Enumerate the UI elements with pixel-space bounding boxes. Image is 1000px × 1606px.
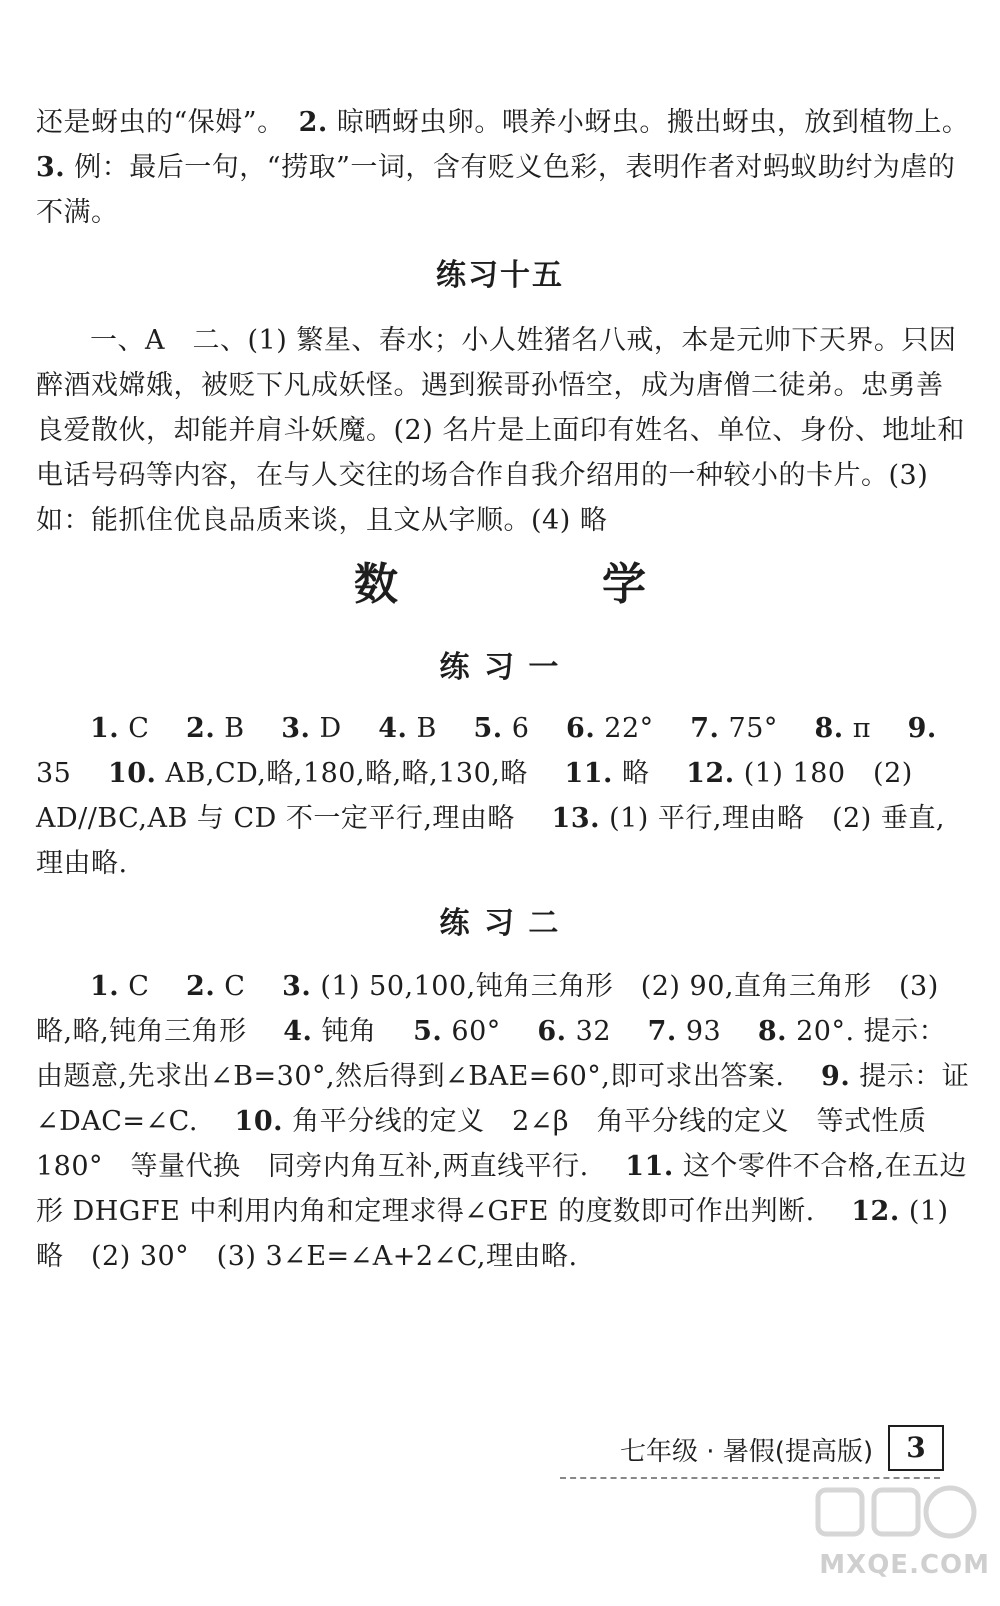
answer-text: (1) 平行,理由略 (2) 垂直,理由略. — [36, 803, 945, 879]
question-number: 11. — [564, 758, 613, 789]
answer-text: 略 — [612, 758, 650, 789]
subject-title-math: 数 学 — [354, 559, 726, 610]
answer-text: (1) 180 (2) AD//BC,AB 与 CD 不一定平行,理由略 — [36, 758, 913, 834]
answer-text: 钝角 — [312, 1016, 377, 1047]
answer-item — [473, 713, 529, 744]
answer-text: AB,CD,略,180,略,略,130,略 — [156, 758, 528, 789]
watermark-text: MXQE.COM — [819, 1550, 990, 1580]
answer-item — [566, 713, 654, 744]
answer-text: 35 — [36, 758, 72, 789]
question-number: 12. — [686, 758, 735, 789]
answer-item — [815, 713, 872, 744]
answer-text: 角平分线的定义 2∠β 角平分线的定义 等式性质 180° 等量代换 同旁内角互补,两直线平行. — [36, 1106, 955, 1182]
question-number: 11. — [625, 1151, 674, 1182]
answer-text: 晾晒蚜虫卵。喂养小蚜虫。搬出蚜虫，放到植物上。 — [336, 107, 956, 138]
question-number: 12. — [851, 1196, 900, 1227]
answer-item — [281, 713, 341, 744]
question-number: 9. — [821, 1061, 851, 1092]
answer-text: B — [407, 713, 437, 744]
answer-item — [648, 1016, 722, 1047]
answer-text: 例：最后一句，“捞取”一词，含有贬义色彩，表明作者对蚂蚁助纣为虐的不满。 — [36, 152, 956, 228]
question-number: 6. — [537, 1016, 567, 1047]
answer-text: 提示：证∠DAC=∠C. — [36, 1061, 970, 1137]
question-number: 3. — [36, 152, 66, 183]
section-title-exercise-1: 练 习 一 — [439, 650, 561, 685]
question-number: 5. — [473, 713, 503, 744]
answer-text: C — [215, 971, 246, 1002]
question-number: 13. — [551, 803, 601, 834]
answer-item — [90, 713, 149, 744]
answer-text: D — [310, 713, 342, 744]
question-number: 4. — [283, 1016, 313, 1047]
answer-text: 这个零件不合格,在五边形 DHGFE 中利用内角和定理求得∠GFE 的度数即可作出判断. — [36, 1151, 967, 1227]
answer-text: C — [119, 713, 150, 744]
answer-text: 75° — [719, 713, 778, 744]
answer-text: 22° — [595, 713, 654, 744]
answer-text: (1) 50,100,钝角三角形 (2) 90,直角三角形 (3) 略,略,钝角三角形 — [36, 971, 939, 1047]
question-number: 2. — [186, 971, 216, 1002]
question-number: 8. — [814, 713, 844, 744]
question-number: 3. — [281, 713, 311, 744]
question-number: 5. — [413, 1016, 443, 1047]
answer-text: 60° — [442, 1016, 501, 1047]
answer-text: 还是蚜虫的“保姆”。 — [36, 107, 272, 138]
section-title-exercise-2: 练 习 二 — [439, 906, 561, 941]
answer-item — [564, 758, 649, 789]
answer-item — [108, 758, 528, 789]
footer-divider — [560, 1477, 940, 1479]
question-number: 1. — [90, 971, 120, 1002]
answer-text: C — [119, 971, 150, 1002]
watermark — [800, 1480, 990, 1600]
question-number: 10. — [234, 1106, 284, 1137]
answer-text: 32 — [566, 1016, 612, 1047]
continued-answer-paragraph — [36, 100, 970, 235]
answer-text: 93 — [676, 1016, 722, 1047]
question-number: 2. — [298, 107, 328, 138]
exercise-15-answers: 一、A 二、(1) 繁星、春水；小人姓猪名八戒，本是元帅下天界。只因醉酒戏嫦娥，被贬下凡成妖怪。遇到猴哥孙悟空，成为唐僧二徒弟。忠勇善良爱散伙，却能并肩斗妖魔。(2) 名片是上面印有姓名、单位、身份、地址和电话号码等内容，在与人交往的场合作自我介绍用的一种较小的卡片。(3) 如：能抓住优良品质来谈，且文从字顺。(4) 略 — [36, 325, 965, 536]
section-title-exercise-15: 练习十五 — [436, 258, 564, 293]
answer-item — [413, 1016, 501, 1047]
answer-item — [186, 713, 245, 744]
question-number: 4. — [378, 713, 408, 744]
answer-item — [283, 1016, 376, 1047]
answer-text: 20°. 提示：由题意,先求出∠B=30°,然后得到∠BAE=60°,即可求出答案. — [36, 1016, 947, 1092]
answer-text: (1) 略 (2) 30° (3) 3∠E=∠A+2∠C,理由略. — [36, 1196, 949, 1272]
answer-item — [378, 713, 437, 744]
question-number: 1. — [90, 713, 120, 744]
answer-text: π — [843, 713, 872, 744]
exercise-2-answers — [36, 964, 970, 1279]
question-number: 8. — [757, 1016, 788, 1047]
page-footer — [620, 1425, 960, 1475]
question-number: 7. — [690, 713, 720, 744]
question-number: 3. — [282, 971, 312, 1002]
question-number: 10. — [107, 758, 157, 789]
answer-text: B — [215, 713, 245, 744]
page-number: 3 — [888, 1425, 944, 1471]
answer-item — [90, 971, 149, 1002]
question-number: 9. — [907, 713, 937, 744]
answer-item — [690, 713, 778, 744]
question-number: 2. — [186, 713, 216, 744]
answer-text: 6 — [502, 713, 530, 744]
footer-label: 七年级 · 暑假(提高版) — [620, 1437, 874, 1467]
answer-item — [186, 971, 245, 1002]
exercise-1-answers — [36, 706, 970, 886]
question-number: 6. — [566, 713, 596, 744]
question-number: 7. — [647, 1016, 677, 1047]
answer-item — [537, 1016, 611, 1047]
watermark-logo-icon — [810, 1480, 980, 1550]
